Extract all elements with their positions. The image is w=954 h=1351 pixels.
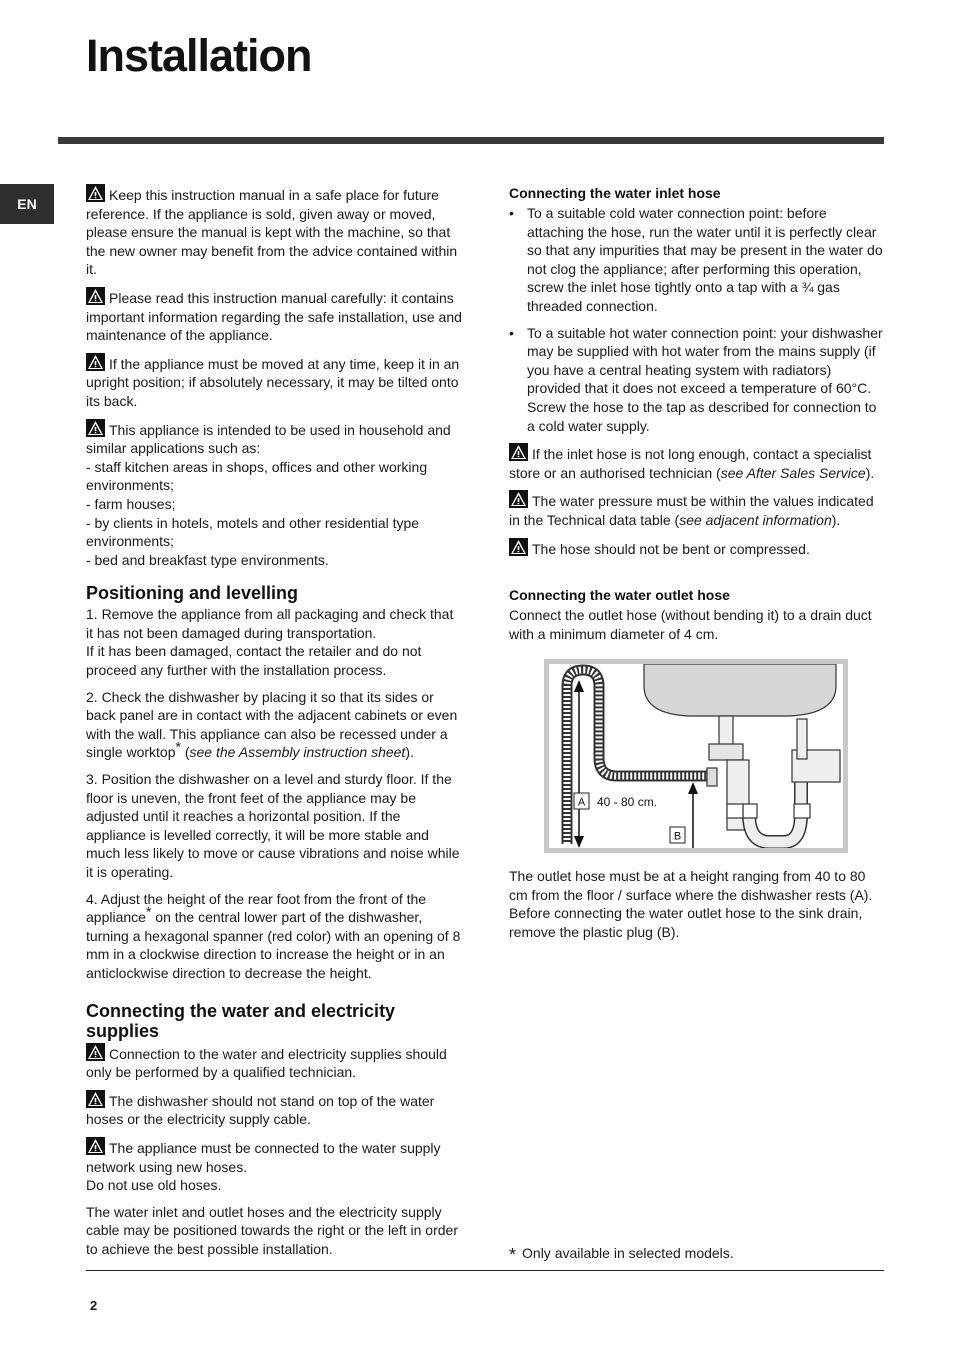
footnote-text: Only available in selected models. [522,1245,734,1261]
reference-link: see After Sales Service [720,464,866,481]
figure-label-b: B [673,830,682,843]
warning-paragraph [86,184,464,279]
section-heading-connecting: Connecting the water and electricity supplies [86,1000,396,1041]
section-heading-inlet: Connecting the water inlet hose [509,185,721,201]
paragraph: 4. Adjust the height of the rear foot from the front of the appliance* on the central lower part of the dishwasher, turning a hexagonal spanner (red color) with an opening of 8 mm in a clockwise direction to increase the height or in an anticlockwise direction to decrease the height. [86,890,461,981]
list-item: - by clients in hotels, motels and other residential type environments; [86,514,420,550]
page-title: Installation [86,30,312,81]
bottom-rule [86,1270,884,1271]
paragraph: 1. Remove the appliance from all packaging and check that it has not been damaged during transportation. If it has been damaged, contact the retailer and do not proceed any further with the installation process. [86,606,454,679]
warning-text: This appliance is intended to be used in household and similar applications such as: [86,421,451,457]
warning-triangle-icon [86,353,105,371]
paragraph: 3. Position the dishwasher on a level and sturdy floor. If the floor is uneven, the front feet of the appliance may be adjusted until it reaches a horizontal position. If the appliance is levelled correctly, it will be more stable and much less likely to move or cause vibrations and noise while it is operating. [86,771,460,880]
paragraph: The outlet hose must be at a height ranging from 40 to 80 cm from the floor / surface where the dishwasher rests (A). Before connecting the water outlet hose to the sink drain, remove the plastic plug (B). [509,868,873,941]
paragraph: 2. Check the dishwasher by placing it so that its sides or back panel are in contact with the adjacent cabinets or even with the wall. This appliance can also be recessed under a single worktop* (see the Assembly instruction sheet). [86,688,458,761]
warning-text: The hose should not be bent or compressed. [532,540,810,557]
warning-paragraph [509,538,887,559]
warning-text: The dishwasher should not stand on top of the water hoses or the electricity supply cable. [86,1092,435,1128]
paragraph: Connect the outlet hose (without bending it) to a drain duct with a minimum diameter of 4 cm. [509,607,872,642]
outlet-hose-illustration [549,664,843,848]
figure-label-a: A [577,796,586,809]
warning-triangle-icon [86,1043,105,1061]
warning-text: Connection to the water and electricity supplies should only be performed by a qualified technician. [86,1045,447,1081]
bullet-list [509,204,887,435]
warning-triangle-icon [86,184,105,202]
list-item: - bed and breakfast type environments. [86,551,329,568]
warning-paragraph [86,1090,464,1129]
warning-text: The appliance must be connected to the water supply network using new hoses. [86,1139,441,1175]
paragraph: The water inlet and outlet hoses and the electricity supply cable may be positioned towards the right or the left in order to achieve the best possible installation. [86,1203,458,1257]
right-column [509,184,887,950]
warning-triangle-icon [86,287,105,305]
section-heading-positioning: Positioning and levelling [86,583,299,604]
footnote: * Only available in selected models. [509,1245,734,1265]
warning-triangle-icon [86,1137,105,1155]
warning-triangle-icon [509,538,528,556]
title-rule [58,137,884,144]
left-column [86,184,464,1267]
warning-paragraph [86,1043,464,1082]
reference-link: see adjacent information [679,511,832,528]
warning-text: Do not use old hoses. [86,1177,222,1194]
list-item: • To a suitable hot water connection point: your dishwasher may be supplied with hot water from the mains supply (if you have a central heating system with radiators) provided that it does not exceed a temperature of 60°C. Screw the hose to the tap as described for connection to a cold water supply. [509,324,887,436]
warning-triangle-icon [509,490,528,508]
warning-text: Please read this instruction manual carefully: it contains important information regarding the safe installation, use and maintenance of the appliance. [86,289,462,344]
warning-paragraph: If the inlet hose is not long enough, contact a specialist store or an authorised technician (see After Sales Service). [509,443,887,482]
warning-paragraph [86,353,464,411]
warning-paragraph: The water pressure must be within the values indicated in the Technical data table (see adjacent information). [509,490,887,529]
outlet-hose-figure [544,659,848,853]
warning-text: Keep this instruction manual in a safe place for future reference. If the appliance is sold, given away or moved, please ensure the manual is kept with the machine, so that the new owner may benefit from the advice contained within it. [86,187,458,278]
warning-triangle-icon [86,419,105,437]
list-item: • To a suitable cold water connection point: before attaching the hose, run the water until it is perfectly clear so that any impurities that may be present in the water do not clog the appliance; after performing this operation, screw the inlet hose tightly onto a tap with a ¾ gas threaded connection. [509,204,887,316]
language-tab: EN [0,184,54,224]
list-item: - staff kitchen areas in shops, offices and other working environments; [86,458,428,494]
page-number: 2 [90,1298,98,1313]
warning-paragraph [86,419,464,570]
section-heading-outlet: Connecting the water outlet hose [509,587,730,604]
warning-paragraph [86,287,464,345]
reference-link: see the Assembly instruction sheet [189,744,406,761]
warning-triangle-icon [86,1090,105,1108]
warning-text: If the appliance must be moved at any time, keep it in an upright position; if absolutely necessary, it may be tilted onto its back. [86,355,460,409]
warning-triangle-icon [509,443,528,461]
list-item: - farm houses; [86,495,176,512]
figure-range-label: 40 - 80 cm. [597,795,658,810]
warning-paragraph [86,1137,464,1195]
